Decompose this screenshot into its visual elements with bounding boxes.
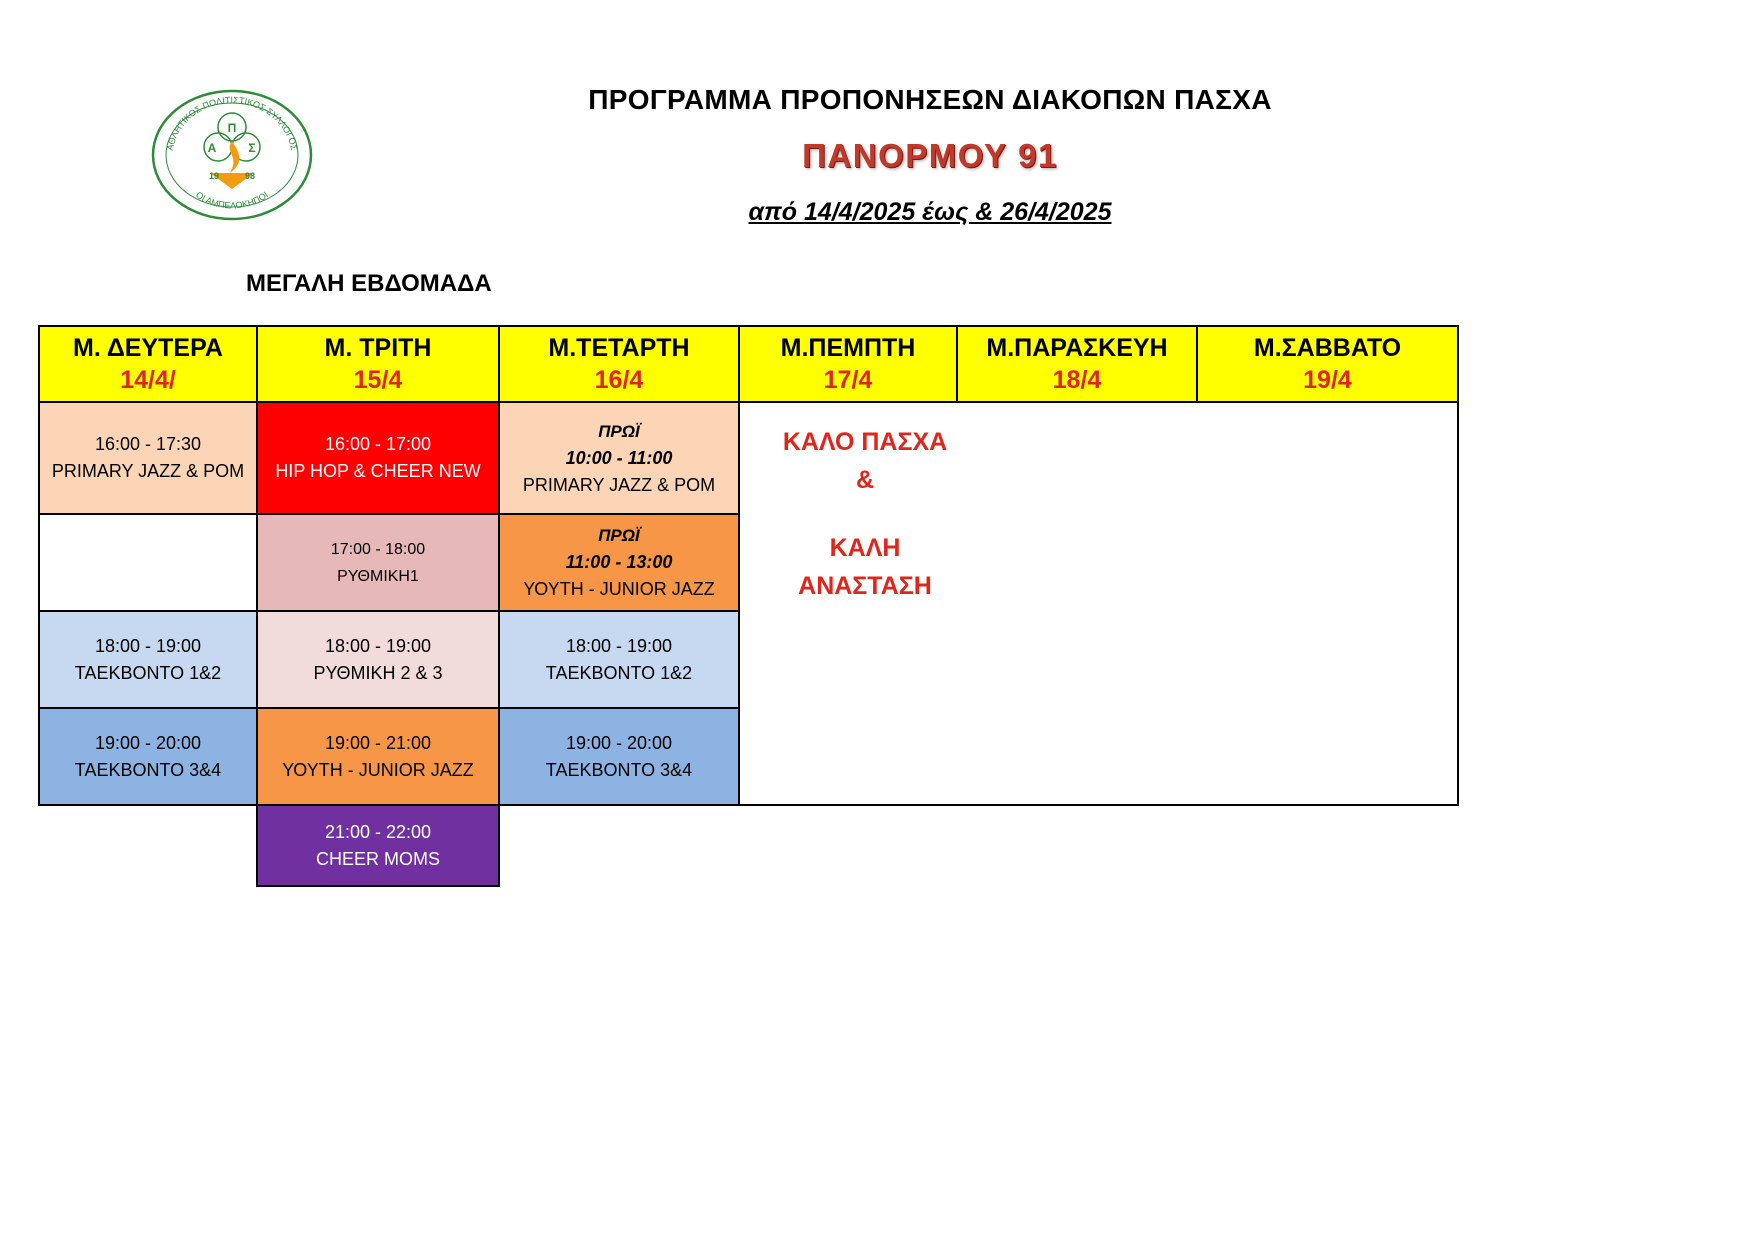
day-header-monday xyxy=(38,325,258,403)
holiday-greeting xyxy=(770,423,960,605)
session-time: 10:00 - 11:00 xyxy=(565,447,673,468)
week-label: ΜΕΓΑΛΗ ΕΒΔΟΜΑΔΑ xyxy=(246,270,492,297)
session-time: 21:00 - 22:00 xyxy=(324,821,432,842)
day-name: Μ.ΣΑΒΒΑΤΟ xyxy=(1253,334,1402,362)
session-name: ΤΑΕΚΒΟΝΤΟ 3&4 xyxy=(545,759,693,780)
session-wednesday-taekwondo-12 xyxy=(498,610,740,709)
session-tuesday-rhythmic-23 xyxy=(256,610,500,709)
session-time: 16:00 - 17:00 xyxy=(324,434,432,454)
day-name: Μ. ΤΡΙΤΗ xyxy=(324,334,432,362)
club-logo xyxy=(150,89,314,221)
session-time: 19:00 - 21:00 xyxy=(324,732,432,753)
day-header-thursday xyxy=(738,325,958,403)
day-name: Μ. ΔΕΥΤΕΡΑ xyxy=(73,334,223,362)
session-name: PRIMARY JAZZ & POM xyxy=(51,461,245,481)
session-name: PRIMARY JAZZ & POM xyxy=(522,474,716,495)
logo-year-left: 19 xyxy=(208,171,220,181)
session-time: 18:00 - 19:00 xyxy=(94,635,202,656)
holiday-greeting-box xyxy=(738,401,1459,806)
greeting-line: & xyxy=(855,466,875,494)
session-time: 19:00 - 20:00 xyxy=(565,732,673,753)
logo-letter-p: Π xyxy=(227,121,237,135)
location-title: ΠΑΝΟΡΜΟΥ 91 xyxy=(802,137,1058,174)
session-tuesday-hiphop-cheer xyxy=(256,401,500,515)
session-monday-empty xyxy=(38,513,258,612)
day-date: 19/4 xyxy=(1303,366,1352,394)
session-monday-taekwondo-34 xyxy=(38,707,258,806)
day-date: 15/4 xyxy=(353,366,403,394)
day-header-saturday xyxy=(1196,325,1459,403)
day-date: 16/4 xyxy=(594,366,644,394)
day-name: Μ.ΠΑΡΑΣΚΕΥΗ xyxy=(986,334,1168,362)
session-name: ΤΑΕΚΒΟΝΤΟ 1&2 xyxy=(545,662,693,683)
day-date: 18/4 xyxy=(1052,366,1102,394)
day-header-friday xyxy=(956,325,1198,403)
logo-bottom-text: ΟΙ ΑΜΠΕΛΟΚΗΠΟΙ xyxy=(193,189,271,211)
greeting-line: ΚΑΛΗ xyxy=(829,534,901,562)
day-name: Μ.ΤΕΤΑΡΤΗ xyxy=(548,334,690,362)
session-tuesday-rhythmic-1 xyxy=(256,513,500,612)
date-range: από 14/4/2025 έως & 26/4/2025 xyxy=(748,198,1112,226)
session-note: ΠΡΩΪ xyxy=(598,421,640,441)
page-title: ΠΡΟΓΡΑΜΜΑ ΠΡΟΠΟΝΗΣΕΩΝ ΔΙΑΚΟΠΩΝ ΠΑΣΧΑ xyxy=(588,84,1272,115)
day-name: Μ.ΠΕΜΠΤΗ xyxy=(780,334,916,362)
greeting-line: ΑΝΑΣΤΑΣΗ xyxy=(798,572,932,600)
session-wednesday-youth-junior-jazz xyxy=(498,513,740,612)
day-header-wednesday xyxy=(498,325,740,403)
day-header-tuesday xyxy=(256,325,500,403)
session-tuesday-cheer-moms xyxy=(256,804,500,887)
day-date: 17/4 xyxy=(823,366,873,394)
session-time: 18:00 - 19:00 xyxy=(324,635,432,656)
session-monday-primary-jazz xyxy=(38,401,258,515)
day-date: 14/4/ xyxy=(120,366,176,394)
session-time: 11:00 - 13:00 xyxy=(565,552,673,572)
session-name: HIP HOP & CHEER NEW xyxy=(275,461,481,481)
session-time: 18:00 - 19:00 xyxy=(565,635,673,656)
greeting-line: ΚΑΛΟ ΠΑΣΧΑ xyxy=(782,428,948,456)
session-name: ΤΑΕΚΒΟΝΤΟ 3&4 xyxy=(74,759,222,780)
session-name: ΤΑΕΚΒΟΝΤΟ 1&2 xyxy=(74,662,222,683)
session-time: 17:00 - 18:00 xyxy=(330,540,426,558)
session-name: ΡΥΘΜΙΚΗ 2 & 3 xyxy=(313,662,443,683)
session-name: ΡΥΘΜΙΚΗ1 xyxy=(337,567,419,585)
session-wednesday-taekwondo-34 xyxy=(498,707,740,806)
logo-letter-a: Α xyxy=(207,141,217,155)
logo-top-text: ΑΘΛΗΤΙΚΟΣ ΠΟΛΙΤΙΣΤΙΚΟΣ ΣΥΛΛΟΓΟΣ xyxy=(164,94,300,152)
session-wednesday-primary-jazz xyxy=(498,401,740,515)
logo-letter-s: Σ xyxy=(248,141,256,155)
session-monday-taekwondo-12 xyxy=(38,610,258,709)
session-time: 16:00 - 17:30 xyxy=(94,434,202,454)
session-name: CHEER MOMS xyxy=(315,848,440,869)
session-name: ΥΟΥΤΗ - JUNIOR JAZZ xyxy=(523,579,715,599)
session-note: ΠΡΩΪ xyxy=(598,526,640,545)
logo-year-right: 98 xyxy=(244,171,256,181)
session-tuesday-youth-junior-jazz xyxy=(256,707,500,806)
session-name: ΥΟΥΤΗ - JUNIOR JAZZ xyxy=(282,759,474,780)
session-time: 19:00 - 20:00 xyxy=(94,732,202,753)
